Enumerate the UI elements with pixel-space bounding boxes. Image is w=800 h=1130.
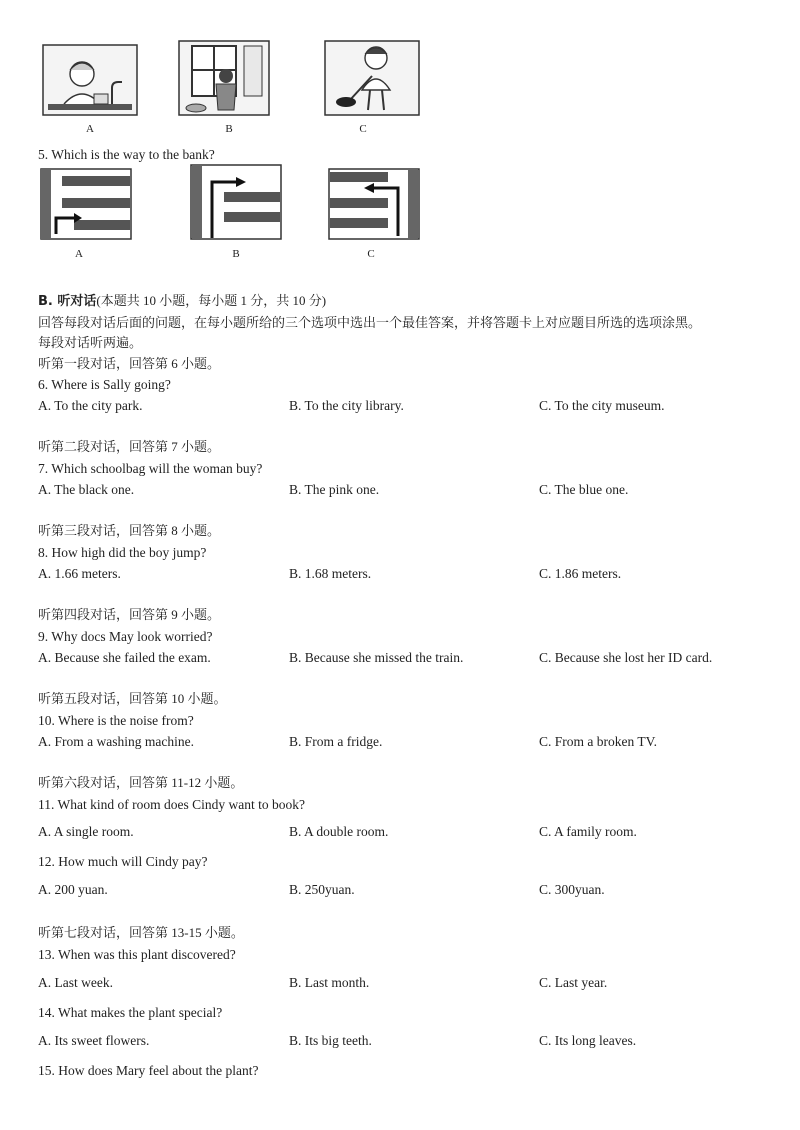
section-b-instruction-2: 每段对话听两遍。 [38,335,143,350]
question-text: 10. Where is the noise from? [38,713,194,728]
option-c: C. Because she lost her ID card. [539,650,713,665]
option-b: B. Its big teeth. [289,1033,372,1048]
section-b-title: B. 听对话 [38,294,97,309]
q5-map-a [40,168,132,240]
question-text: 13. When was this plant discovered? [38,947,236,962]
q5-label-a: A [75,248,83,260]
option-b: B. 1.68 meters. [289,566,372,581]
option-a: A. From a washing machine. [38,734,194,749]
option-c: C. 300yuan. [539,882,605,897]
dialogue-instruction: 听第三段对话，回答第 8 小题。 [38,523,221,538]
q4-label-a: A [86,123,94,135]
option-b: B. Last month. [289,975,370,990]
question-text: 8. How high did the boy jump? [38,545,207,560]
option-a: A. The black one. [38,482,135,497]
question-text: 7. Which schoolbag will the woman buy? [38,461,263,476]
question-text: 15. How does Mary feel about the plant? [38,1063,259,1078]
option-c: C. To the city museum. [539,398,665,413]
q4-picture-b [178,40,270,116]
question-text: 9. Why docs May look worried? [38,629,213,644]
option-c: C. The blue one. [539,482,629,497]
q5-map-c [328,168,420,240]
q4-picture-a [42,44,138,116]
question-text: 6. Where is Sally going? [38,377,171,392]
option-c: C. 1.86 meters. [539,566,622,581]
dialogue-instruction: 听第七段对话，回答第 13-15 小题。 [38,925,244,940]
section-b-heading [38,292,326,311]
option-b: B. Because she missed the train. [289,650,464,665]
q5-label-c: C [367,248,375,260]
option-c: C. Last year. [539,975,608,990]
option-a: A. To the city park. [38,398,143,413]
option-a: A. Last week. [38,975,113,990]
dialogue-instruction: 听第一段对话，回答第 6 小题。 [38,356,221,371]
option-b: B. A double room. [289,824,389,839]
dialogue-instruction: 听第六段对话，回答第 11-12 小题。 [38,775,244,790]
section-b-instruction: 回答每段对话后面的问题，在每小题所给的三个选项中选出一个最佳答案，并将答题卡上对应题目所选的选项涂黑。 [38,315,702,330]
option-b: B. From a fridge. [289,734,383,749]
option-a: A. A single room. [38,824,134,839]
option-b: B. The pink one. [289,482,380,497]
option-c: C. From a broken TV. [539,734,657,749]
option-c: C. A family room. [539,824,637,839]
option-a: A. Because she failed the exam. [38,650,211,665]
dialogue-instruction: 听第二段对话，回答第 7 小题。 [38,439,221,454]
question-text: 11. What kind of room does Cindy want to book? [38,797,305,812]
option-a: A. Its sweet flowers. [38,1033,150,1048]
q4-picture-c [324,40,420,116]
q4-label-c: C [359,123,367,135]
q5-map-b [190,164,282,240]
dialogue-instruction: 听第四段对话，回答第 9 小题。 [38,607,221,622]
dialogue-instruction: 听第五段对话，回答第 10 小题。 [38,691,227,706]
option-b: B. 250yuan. [289,882,355,897]
option-a: A. 200 yuan. [38,882,108,897]
q4-label-b: B [225,123,233,135]
question-5: 5. Which is the way to the bank? [38,147,215,162]
q5-label-b: B [232,248,240,260]
option-a: A. 1.66 meters. [38,566,121,581]
question-text: 12. How much will Cindy pay? [38,854,208,869]
option-c: C. Its long leaves. [539,1033,637,1048]
question-text: 14. What makes the plant special? [38,1005,223,1020]
option-b: B. To the city library. [289,398,404,413]
section-b-scoring: (本题共 10 小题，每小题 1 分，共 10 分) [96,293,327,308]
